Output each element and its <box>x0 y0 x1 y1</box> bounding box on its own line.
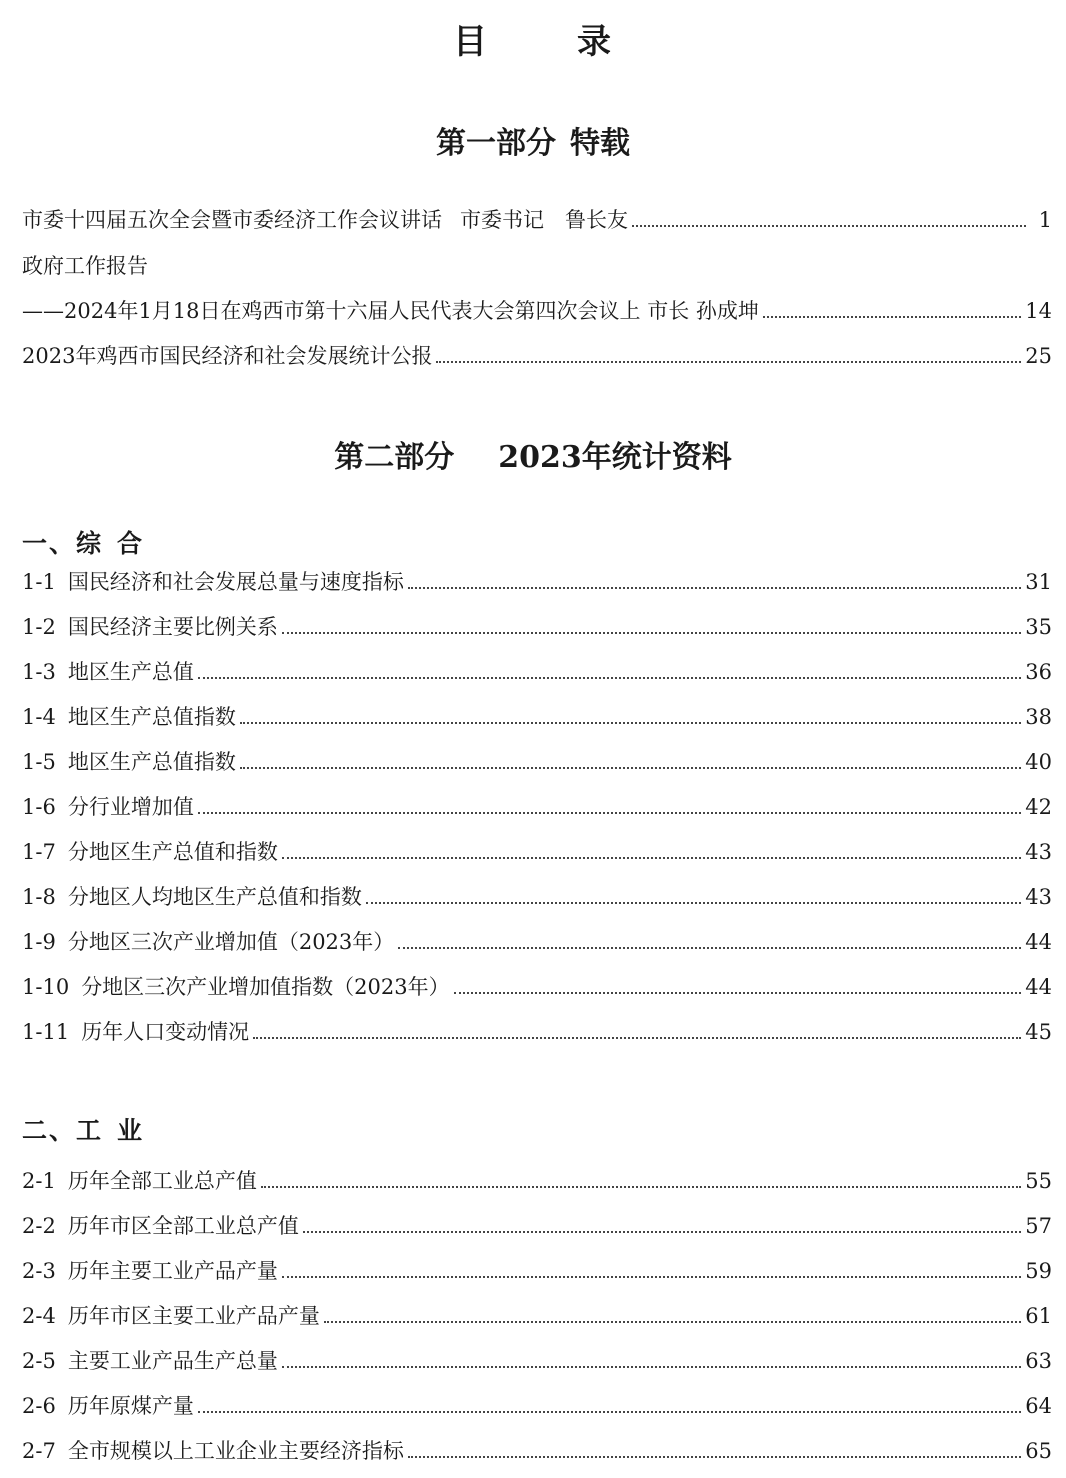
toc-entry[interactable] <box>22 567 1052 597</box>
toc-entry-number: 2-3 <box>22 1259 56 1283</box>
toc-entry[interactable] <box>22 1017 1052 1047</box>
toc-entry[interactable] <box>22 657 1052 687</box>
toc-entry-number: 1-9 <box>22 930 56 954</box>
toc-entry-title: 全市规模以上工业企业主要经济指标 <box>67 1439 404 1463</box>
toc-entry-page: 1 <box>1038 208 1052 232</box>
toc-entry-page: 55 <box>1025 1169 1052 1193</box>
dot-leader <box>408 587 1021 589</box>
section2-heading <box>22 1111 144 1147</box>
toc-entry-number: 2-7 <box>22 1439 56 1463</box>
toc-entry-page: 45 <box>1025 1020 1052 1044</box>
dot-leader <box>253 1037 1021 1039</box>
toc-entry-title: 历年原煤产量 <box>67 1394 194 1418</box>
toc-entry-title: 国民经济和社会发展总量与速度指标 <box>67 570 404 594</box>
toc-entry-title: 历年全部工业总产值 <box>67 1169 257 1193</box>
dot-leader <box>240 767 1021 769</box>
toc-entry-gov-report-subtitle[interactable] <box>22 296 1052 326</box>
section-heading-text: 业 <box>117 1116 145 1145</box>
toc-entry[interactable] <box>22 927 1052 957</box>
toc-entry-number: 1-7 <box>22 840 56 864</box>
toc-entry[interactable] <box>22 1211 1052 1241</box>
section-heading-text: 一、综 <box>22 529 104 558</box>
dot-leader <box>282 857 1021 859</box>
toc-entry[interactable] <box>22 747 1052 777</box>
dot-leader <box>198 812 1021 814</box>
toc-entry-number: 1-5 <box>22 750 56 774</box>
toc-entry-page: 31 <box>1025 570 1052 594</box>
toc-entry-page: 43 <box>1025 840 1052 864</box>
dot-leader <box>408 1456 1021 1458</box>
toc-entry-title: 地区生产总值指数 <box>67 750 236 774</box>
toc-entry-page: 35 <box>1025 615 1052 639</box>
page-title-left: 目 <box>453 22 489 62</box>
toc-entry-author: 市委书记 鲁长友 <box>460 208 628 232</box>
dot-leader <box>632 225 1026 227</box>
toc-entry-page: 44 <box>1025 975 1052 999</box>
page-title <box>0 14 1066 63</box>
toc-entry-speech[interactable] <box>22 205 1052 235</box>
part2-heading-label: 第二部分 <box>334 440 455 475</box>
section-heading-text: 合 <box>117 529 145 558</box>
toc-entry-title: 分地区生产总值和指数 <box>67 840 278 864</box>
toc-entry-page: 36 <box>1025 660 1052 684</box>
toc-entry-title: 分地区三次产业增加值指数（2023年） <box>81 975 450 999</box>
toc-entry[interactable] <box>22 1166 1052 1196</box>
toc-entry-title: 地区生产总值 <box>67 660 194 684</box>
toc-entry[interactable] <box>22 792 1052 822</box>
toc-entry-page: 14 <box>1025 299 1052 323</box>
toc-entry[interactable] <box>22 1301 1052 1331</box>
toc-entry[interactable] <box>22 882 1052 912</box>
toc-entry[interactable] <box>22 1256 1052 1286</box>
section-heading-text: 二、工 <box>22 1116 104 1145</box>
toc-entry-page: 42 <box>1025 795 1052 819</box>
toc-entry-statistical-bulletin[interactable] <box>22 341 1052 371</box>
toc-entry-number: 2-6 <box>22 1394 56 1418</box>
dot-leader <box>454 992 1022 994</box>
toc-entry-number: 1-10 <box>22 975 70 999</box>
toc-entry-title: 市委十四届五次全会暨市委经济工作会议讲话 <box>22 208 442 232</box>
toc-entry-page: 64 <box>1025 1394 1052 1418</box>
toc-entry[interactable] <box>22 612 1052 642</box>
toc-entry-title: 地区生产总值指数 <box>67 705 236 729</box>
toc-entry-page: 57 <box>1025 1214 1052 1238</box>
part2-heading <box>0 432 1066 476</box>
toc-entry-page: 40 <box>1025 750 1052 774</box>
toc-entry-title: 政府工作报告 <box>22 254 148 278</box>
dot-leader <box>282 1276 1021 1278</box>
dot-leader <box>198 1411 1021 1413</box>
toc-entry-title: 分行业增加值 <box>67 795 194 819</box>
toc-entry-number: 2-4 <box>22 1304 56 1328</box>
toc-entry[interactable] <box>22 972 1052 1002</box>
toc-entry[interactable] <box>22 1346 1052 1376</box>
toc-entry-number: 1-6 <box>22 795 56 819</box>
toc-entry-number: 1-1 <box>22 570 56 594</box>
toc-entry-page: 61 <box>1025 1304 1052 1328</box>
part1-heading-label: 第一部分 <box>436 126 556 161</box>
dot-leader <box>763 316 1021 318</box>
dot-leader <box>303 1231 1021 1233</box>
section1-heading <box>22 524 144 560</box>
toc-entry[interactable] <box>22 837 1052 867</box>
toc-entry-page: 59 <box>1025 1259 1052 1283</box>
dot-leader <box>324 1321 1021 1323</box>
toc-entry-page: 25 <box>1025 344 1052 368</box>
part1-heading-title: 特载 <box>570 126 630 161</box>
toc-entry-title: 分地区人均地区生产总值和指数 <box>67 885 362 909</box>
toc-entry-number: 1-2 <box>22 615 56 639</box>
toc-entry[interactable] <box>22 702 1052 732</box>
part1-heading <box>0 118 1066 162</box>
toc-entry-page: 63 <box>1025 1349 1052 1373</box>
toc-entry-number: 2-1 <box>22 1169 56 1193</box>
dot-leader <box>282 1366 1021 1368</box>
dot-leader <box>366 902 1021 904</box>
toc-entry-number: 1-4 <box>22 705 56 729</box>
toc-entry-title: 主要工业产品生产总量 <box>67 1349 278 1373</box>
toc-entry-number: 1-8 <box>22 885 56 909</box>
dot-leader <box>436 361 1021 363</box>
toc-entry-title: 历年市区主要工业产品产量 <box>67 1304 320 1328</box>
dot-leader <box>198 677 1021 679</box>
page-title-right: 录 <box>577 22 613 62</box>
toc-entry[interactable] <box>22 1436 1052 1466</box>
toc-entry-number: 1-11 <box>22 1020 70 1044</box>
toc-entry-page: 38 <box>1025 705 1052 729</box>
dot-leader <box>240 722 1021 724</box>
part2-heading-title: 2023年统计资料 <box>498 440 732 475</box>
toc-entry-title: 历年主要工业产品产量 <box>67 1259 278 1283</box>
toc-entry-page: 44 <box>1025 930 1052 954</box>
toc-entry-title: 分地区三次产业增加值（2023年） <box>67 930 395 954</box>
dot-leader <box>398 947 1021 949</box>
toc-entry-title: 国民经济主要比例关系 <box>67 615 278 639</box>
toc-entry-gov-report[interactable] <box>22 251 148 281</box>
toc-entry-page: 65 <box>1025 1439 1052 1463</box>
toc-entry-title: 2023年鸡西市国民经济和社会发展统计公报 <box>22 344 433 368</box>
toc-entry-number: 2-2 <box>22 1214 56 1238</box>
toc-entry-title: 历年人口变动情况 <box>81 1020 250 1044</box>
toc-entry-number: 2-5 <box>22 1349 56 1373</box>
toc-entry-page: 43 <box>1025 885 1052 909</box>
toc-entry-number: 1-3 <box>22 660 56 684</box>
toc-entry-title: 历年市区全部工业总产值 <box>67 1214 299 1238</box>
toc-entry-title: ——2024年1月18日在鸡西市第十六届人民代表大会第四次会议上 市长 孙成坤 <box>22 299 759 323</box>
dot-leader <box>282 632 1021 634</box>
dot-leader <box>261 1186 1021 1188</box>
toc-entry[interactable] <box>22 1391 1052 1421</box>
